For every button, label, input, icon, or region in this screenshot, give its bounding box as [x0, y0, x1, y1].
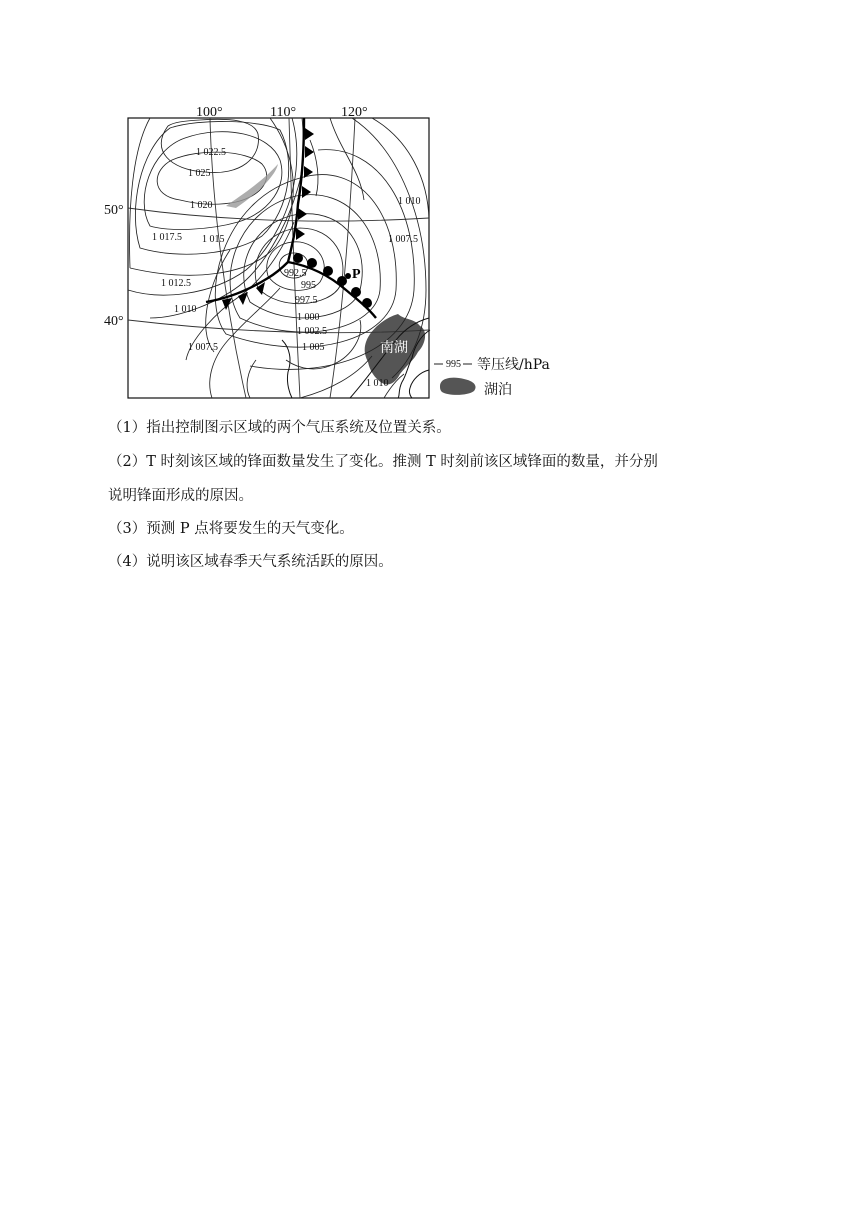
question-2: （2）T 时刻该区域的锋面数量发生了变化。推测 T 时刻前该区域锋面的数量，并分别	[108, 454, 658, 470]
question-1: （1）指出控制图示区域的两个气压系统及位置关系。	[108, 420, 451, 436]
question-2-continued: 说明锋面形成的原因。	[108, 488, 253, 504]
isobar-label: 1 012.5	[161, 278, 191, 289]
isobar-label: 1 017.5	[152, 232, 182, 243]
question-4: （4）说明该区域春季天气系统活跃的原因。	[108, 554, 393, 570]
isobar-label: 1 010	[366, 378, 389, 389]
meridian-100	[210, 118, 246, 398]
legend-isobar-label: 等压线/hPa	[477, 357, 550, 373]
isobar-label: 1 002.5	[297, 326, 327, 337]
isobar-label: 997.5	[295, 295, 318, 306]
meridian-120	[330, 118, 355, 398]
weather-map	[0, 0, 860, 420]
isobar-label: 1 020	[190, 200, 213, 211]
isobar-label: 1 007.5	[388, 234, 418, 245]
isobar	[310, 140, 318, 196]
isobar-label: 1 015	[202, 234, 225, 245]
lat-label: 50°	[104, 203, 124, 218]
coastline	[409, 370, 429, 398]
lon-label: 100°	[196, 105, 223, 120]
isobar	[255, 228, 343, 304]
isobar-label: 1 007.5	[188, 342, 218, 353]
lon-label: 120°	[341, 105, 368, 120]
question-3: （3）预测 P 点将要发生的天气变化。	[108, 521, 354, 537]
lon-label: 110°	[270, 105, 297, 120]
point-p-label: P	[352, 267, 361, 282]
isobar-label: 995	[301, 280, 316, 291]
legend-lake-label: 湖泊	[484, 382, 512, 398]
isobar	[330, 118, 364, 200]
isobar	[300, 356, 372, 398]
isobar-label: 1 022.5	[196, 147, 226, 158]
isobar-label: 1 010	[398, 196, 421, 207]
isobar-label: 1 005	[302, 342, 325, 353]
lat-label: 40°	[104, 314, 124, 329]
legend-lake-swatch	[440, 378, 476, 395]
point-p-marker	[345, 273, 351, 279]
lake-name-label: 南湖	[380, 340, 408, 356]
legend-isobar-sample: 995	[446, 359, 461, 370]
isobar-label: 992.5	[284, 268, 307, 279]
isobar-label: 1 010	[174, 304, 197, 315]
isobar	[247, 360, 256, 398]
isobar	[210, 288, 280, 398]
isobar-label: 1 000	[297, 312, 320, 323]
isobar-label: 1 025	[188, 168, 211, 179]
